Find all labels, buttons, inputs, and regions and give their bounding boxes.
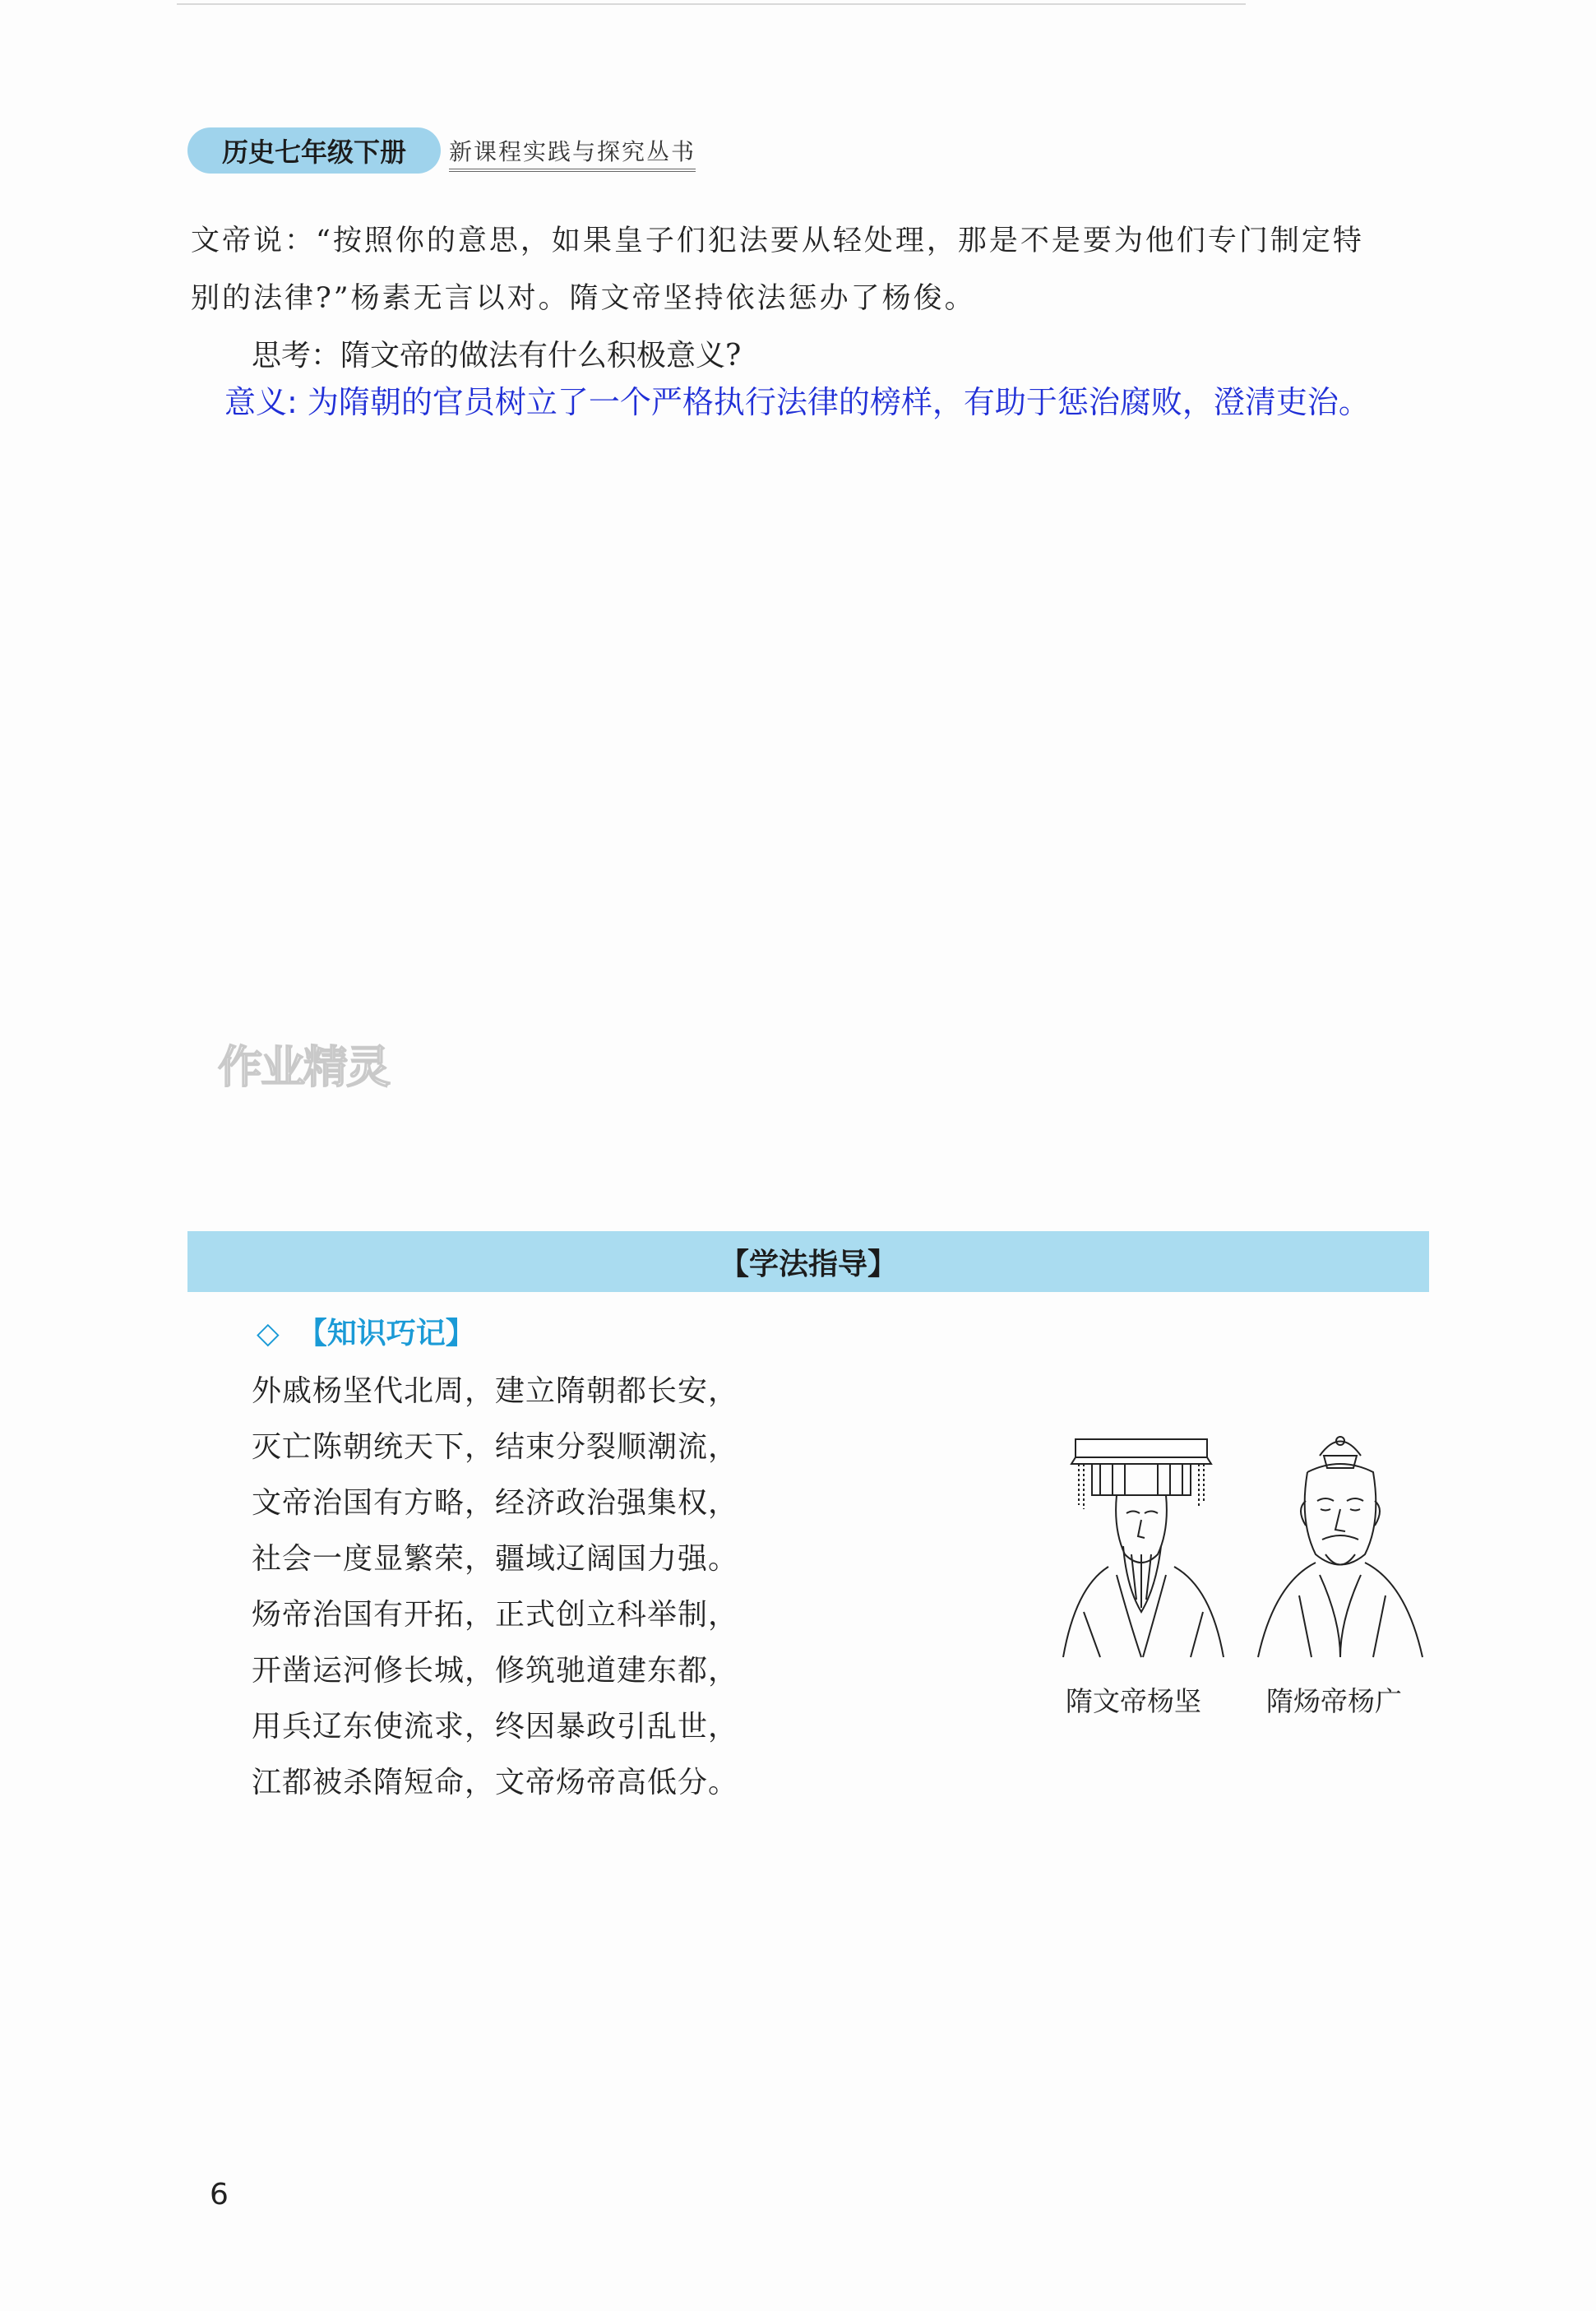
book-title-badge: 历史七年级下册 (187, 127, 441, 174)
top-rule (177, 3, 1246, 5)
poem-line: 灭亡陈朝统天下，结束分裂顺潮流， (252, 1430, 739, 1464)
mnemonic-poem (252, 1364, 738, 1811)
poem-line: 炀帝治国有开拓，正式创立科举制， (252, 1598, 739, 1632)
poem-line: 社会一度显繁荣，疆域辽阔国力强。 (252, 1542, 739, 1576)
emperor-yang-portrait (1250, 1423, 1431, 1661)
poem-line: 用兵辽东使流求，终因暴政引乱世， (252, 1710, 739, 1744)
tip-heading (257, 1310, 475, 1352)
emperor-wen-portrait (1051, 1431, 1248, 1661)
diamond-icon: ◇ (257, 1317, 280, 1350)
series-title: 新课程实践与探究丛书 (449, 134, 696, 172)
watermark-logo: 作业精灵 (218, 1041, 389, 1093)
question-text: 思考：隋文帝的做法有什么积极意义? (252, 339, 742, 373)
passage-line-1: 文帝说：“按照你的意思，如果皇子们犯法要从轻处理，那是不是要为他们专门制定特 (191, 225, 1364, 257)
section-title: 【学法指导】 (719, 1247, 897, 1281)
poem-line: 开凿运河修长城，修筑驰道建东都， (252, 1654, 739, 1688)
passage-line-2: 别的法律?”杨素无言以对。隋文帝坚持依法惩办了杨俊。 (191, 282, 976, 315)
poem-line: 江都被杀隋短命，文帝炀帝高低分。 (252, 1766, 739, 1799)
page-number: 6 (210, 2178, 229, 2211)
section-header (187, 1231, 1429, 1292)
poem-line: 文帝治国有方略，经济政治强集权， (252, 1486, 739, 1520)
poem-line: 外戚杨坚代北周，建立隋朝都长安， (252, 1374, 739, 1408)
caption-emperor-wen: 隋文帝杨坚 (1066, 1685, 1201, 1717)
handwritten-answer: 意义: 为隋朝的官员树立了一个严格执行法律的榜样，有助于惩治腐败，澄清吏治。 (224, 384, 1370, 420)
tip-title: 【知识巧记】 (297, 1317, 475, 1350)
caption-emperor-yang: 隋炀帝杨广 (1266, 1685, 1402, 1717)
